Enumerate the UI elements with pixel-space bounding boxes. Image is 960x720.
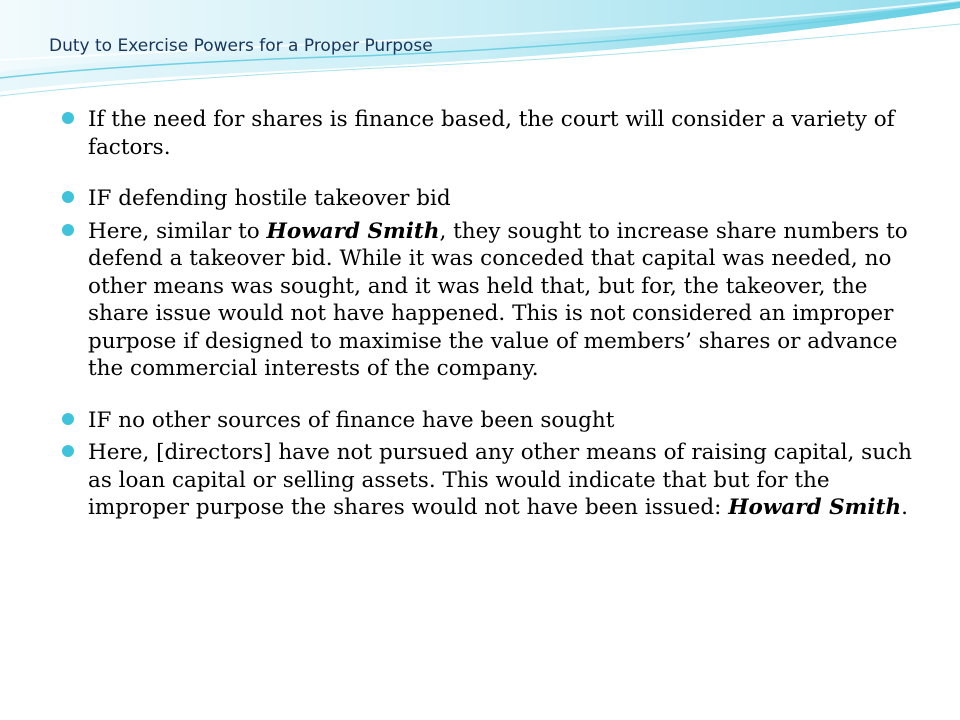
bullet-icon xyxy=(62,224,74,236)
bullet-text-part: Here, [directors] have not pursued any other means of raising capital, such as loan capital or selling assets. This would indicate that but for the improper purpose the shares would not have been issued: xyxy=(88,440,912,520)
bullet-heading-text: IF no other sources of finance have been sought xyxy=(88,407,615,433)
bullet-item xyxy=(62,218,922,383)
case-name: Howard Smith xyxy=(266,218,440,244)
bullet-icon xyxy=(62,191,74,203)
bullet-item-heading xyxy=(62,407,922,435)
bullet-icon xyxy=(62,112,74,124)
bullet-item-heading xyxy=(62,185,922,213)
bullet-text-part: . xyxy=(901,495,908,520)
bullet-heading-text: IF defending hostile takeover bid xyxy=(88,186,451,211)
bullet-text: If the need for shares is finance based, the court will consider a variety of factors. xyxy=(88,107,895,160)
bullet-text-part: Here, similar to xyxy=(88,218,267,244)
bullet-list xyxy=(62,106,922,522)
bullet-item xyxy=(62,439,922,522)
bullet-text-part: , they sought to increase share numbers to defend a takeover bid. While it was conceded that capital was needed, no other means was sought, and it was held that, but for, the takeover, the share issue would not have happened. This is not considered an improper purpose if designed to maximise the value of members’ shares or advance the commercial interests of the company. xyxy=(88,218,908,381)
bullet-item xyxy=(62,106,922,161)
bullet-icon xyxy=(62,413,74,425)
case-name: Howard Smith xyxy=(728,495,902,520)
bullet-icon xyxy=(62,445,74,457)
slide-title: Duty to Exercise Powers for a Proper Purpose xyxy=(49,36,433,56)
